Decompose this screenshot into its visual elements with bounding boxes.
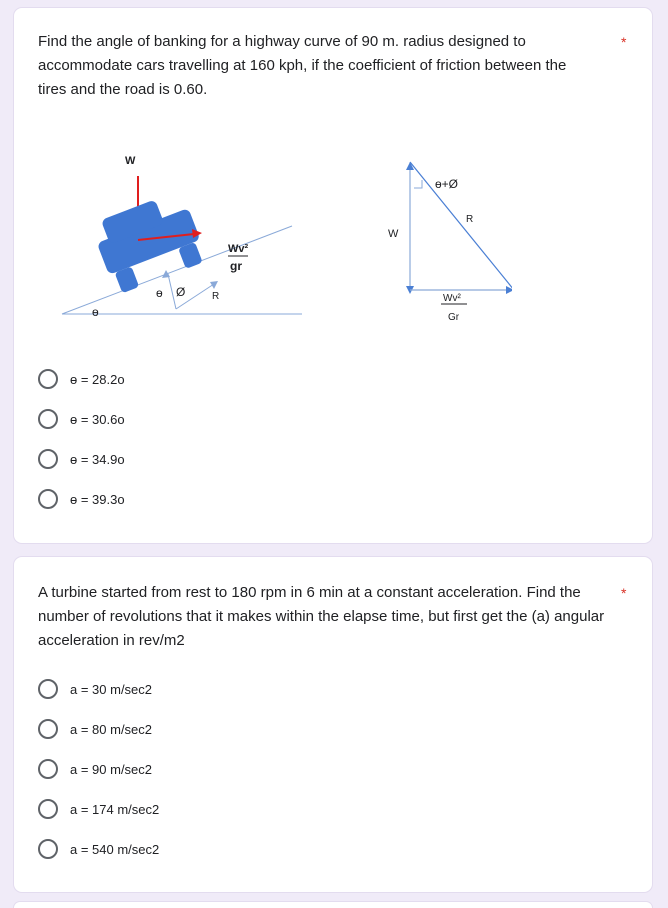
option-q1-2[interactable] — [38, 407, 125, 431]
radio-button[interactable] — [38, 799, 58, 819]
triangle-r-label: R — [466, 214, 474, 225]
option-q1-4[interactable] — [38, 487, 125, 511]
reaction-arrow — [168, 274, 176, 309]
option-label: ɵ = 34.9o — [70, 451, 125, 467]
option-label: a = 90 m/sec2 — [70, 761, 153, 777]
option-label: a = 540 m/sec2 — [70, 841, 160, 857]
option-q2-3[interactable] — [38, 757, 152, 781]
option-q2-2[interactable] — [38, 717, 152, 741]
option-label: ɵ = 39.3o — [70, 491, 125, 507]
option-label: ɵ = 30.6o — [70, 411, 125, 427]
question-card-2 — [14, 557, 652, 892]
required-asterisk: * — [621, 585, 627, 601]
triangle-force-bottom: Gr — [448, 312, 460, 323]
reaction-label: R — [212, 291, 220, 302]
radio-button[interactable] — [38, 449, 58, 469]
question-card-1 — [14, 8, 652, 543]
force-label-top: Wv² — [228, 243, 249, 255]
radio-button[interactable] — [38, 719, 58, 739]
angle-marker — [414, 180, 422, 188]
option-q2-1[interactable] — [38, 677, 152, 701]
option-q2-5[interactable] — [38, 837, 159, 861]
radio-button[interactable] — [38, 409, 58, 429]
theta-label: ɵ — [156, 286, 163, 300]
resultant-arrowhead — [210, 281, 218, 289]
question-1-figure — [52, 138, 512, 328]
question-1-text: Find the angle of banking for a highway curve of 90 m. radius designed to accommodate cars travelling at 160 kph, if the coefficient of friction between the tires and the road is 0.60. — [38, 33, 567, 98]
triangle-force-top: Wv² — [443, 293, 461, 304]
option-label: a = 30 m/sec2 — [70, 681, 153, 697]
force-label-bottom: gr — [230, 259, 242, 273]
car-shape — [90, 189, 209, 295]
option-q2-4[interactable] — [38, 797, 159, 821]
required-asterisk: * — [621, 34, 627, 50]
triangle-angle-label: ɵ+Ø — [435, 177, 459, 191]
radio-button[interactable] — [38, 489, 58, 509]
bank-angle-label: ɵ — [92, 305, 99, 319]
next-card-edge — [14, 902, 652, 908]
option-q1-3[interactable] — [38, 447, 125, 471]
radio-button[interactable] — [38, 759, 58, 779]
radio-button[interactable] — [38, 369, 58, 389]
option-label: a = 174 m/sec2 — [70, 801, 160, 817]
triangle-hypotenuse — [410, 162, 512, 290]
phi-label: Ø — [176, 285, 186, 299]
triangle-w-label: W — [388, 228, 399, 240]
weight-label: W — [125, 155, 136, 167]
radio-button[interactable] — [38, 839, 58, 859]
radio-button[interactable] — [38, 679, 58, 699]
option-label: a = 80 m/sec2 — [70, 721, 153, 737]
question-2-text: A turbine started from rest to 180 rpm in 6 min at a constant acceleration. Find the number of revolutions that it makes within the elapse time, but first get the (a) angular acceleration in rev/m2 — [38, 584, 605, 649]
reaction-arrowhead — [162, 270, 170, 278]
option-label: ɵ = 28.2o — [70, 371, 125, 387]
option-q1-1[interactable] — [38, 367, 125, 391]
